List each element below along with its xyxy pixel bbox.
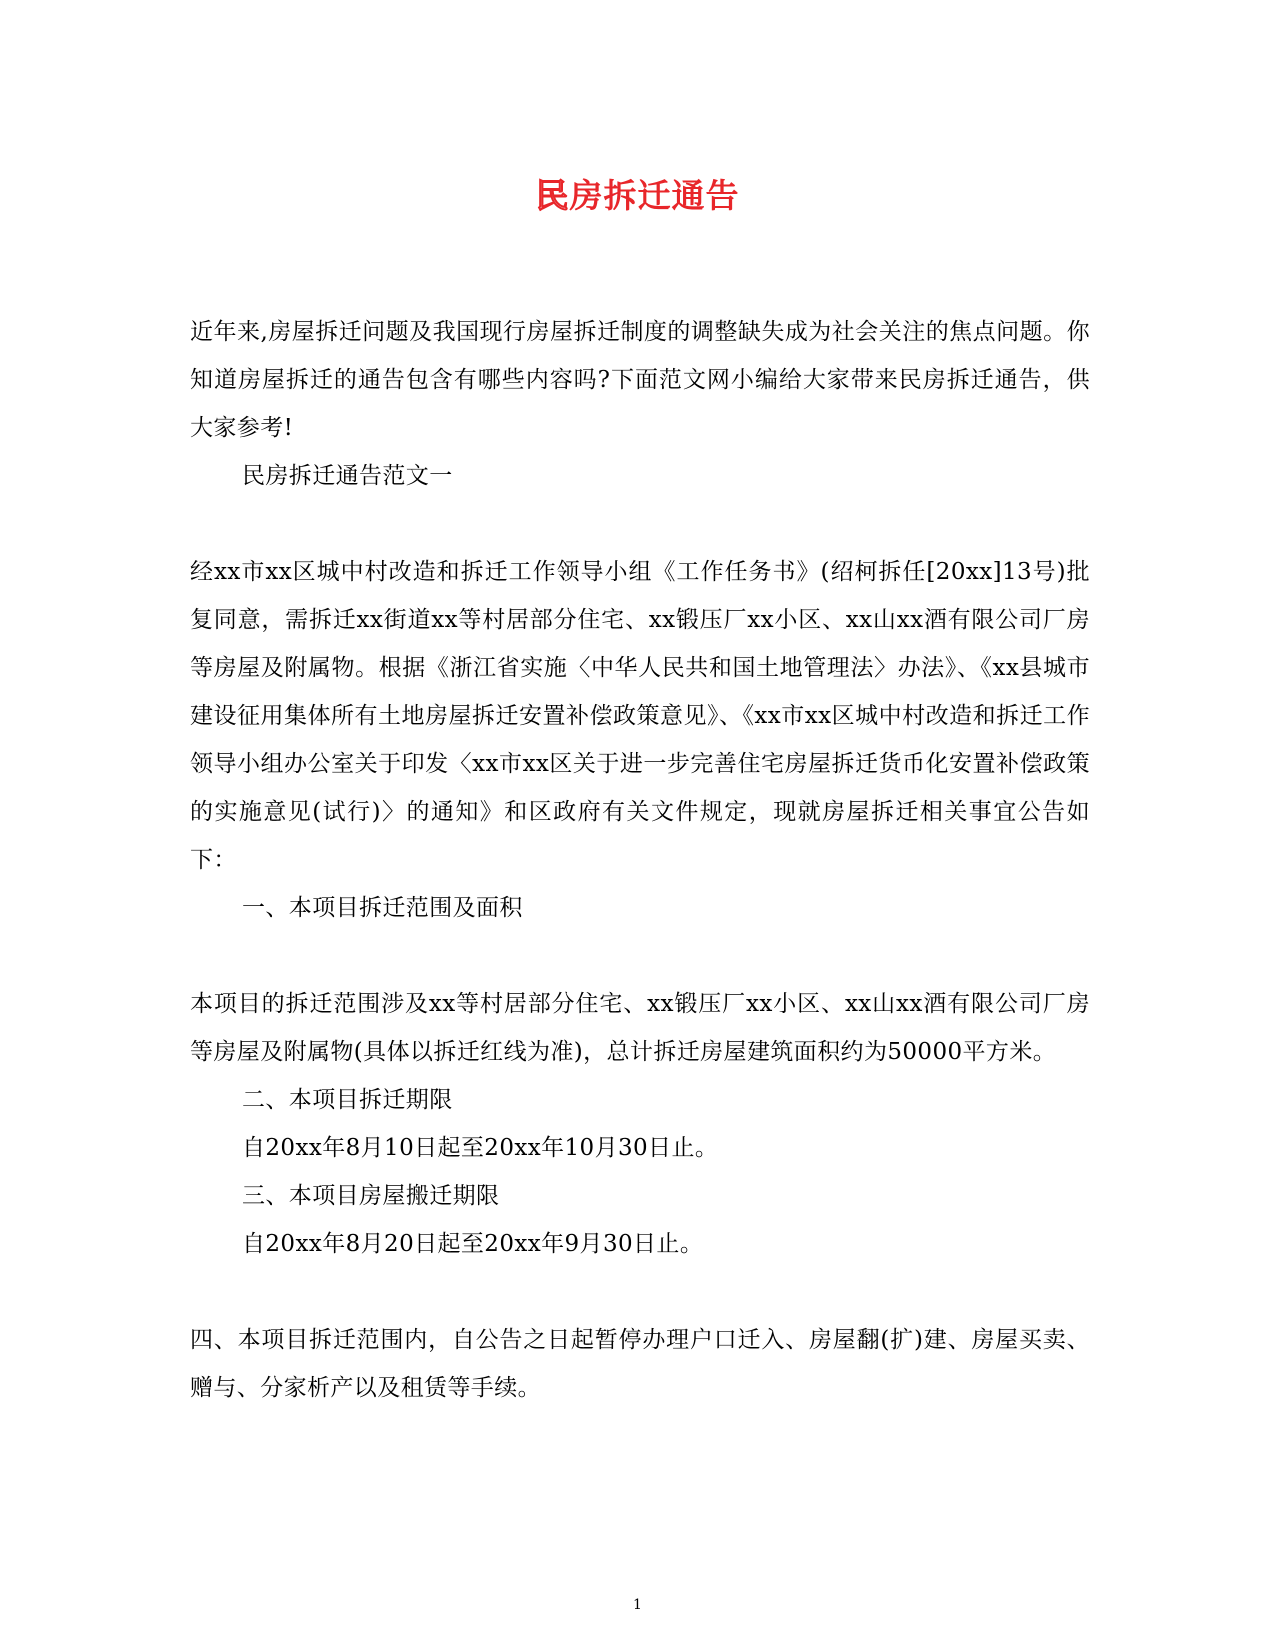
section3-paragraph: 自20xx年8月20日起至20xx年9月30日止。 [242,1231,704,1257]
section1-paragraph: 本项目的拆迁范围涉及xx等村居部分住宅、xx锻压厂xx小区、xx山xx酒有限公司厂房等房屋及附属物(具体以拆迁红线为准)，总计拆迁房屋建筑面积约为50000平方米。 [190,991,1090,1065]
section2-heading: 二、本项目拆迁期限 [242,1087,453,1113]
paragraph-gap [190,500,1090,548]
intro-paragraph: 近年来,房屋拆迁问题及我国现行房屋拆迁制度的调整缺失成为社会关注的焦点问题。你知道房屋拆迁的通告包含有哪些内容吗?下面范文网小编给大家带来民房拆迁通告，供大家参考! [190,319,1090,441]
paragraph-gap [190,932,1090,980]
section2-paragraph: 自20xx年8月10日起至20xx年10月30日止。 [242,1135,719,1161]
sample-heading: 民房拆迁通告范文一 [242,463,453,489]
section1-heading: 一、本项目拆迁范围及面积 [242,895,523,921]
paragraph-gap [190,1268,1090,1316]
title-rest: 房拆迁通告 [569,176,740,215]
section4-paragraph: 四、本项目拆迁范围内，自公告之日起暂停办理户口迁入、房屋翻(扩)建、房屋买卖、赠与、分家析产以及租赁等手续。 [190,1327,1090,1401]
section3-heading: 三、本项目房屋搬迁期限 [242,1183,500,1209]
document-title [0,170,1275,217]
document-body [190,308,1090,1412]
title-first-char: 民 [535,176,570,215]
page-number: 1 [633,1597,642,1613]
notice-paragraph: 经xx市xx区城中村改造和拆迁工作领导小组《工作任务书》(绍柯拆任[20xx]13号)批复同意，需拆迁xx街道xx等村居部分住宅、xx锻压厂xx小区、xx山xx酒有限公司厂房等房屋及附属物。根据《浙江省实施〈中华人民共和国土地管理法〉办法》、《xx县城市建设征用集体所有土地房屋拆迁安置补偿政策意见》、《xx市xx区城中村改造和拆迁工作领导小组办公室关于印发〈xx市xx区关于进一步完善住宅房屋拆迁货币化安置补偿政策的实施意见(试行)〉的通知》和区政府有关文件规定，现就房屋拆迁相关事宜公告如下： [190,559,1090,873]
